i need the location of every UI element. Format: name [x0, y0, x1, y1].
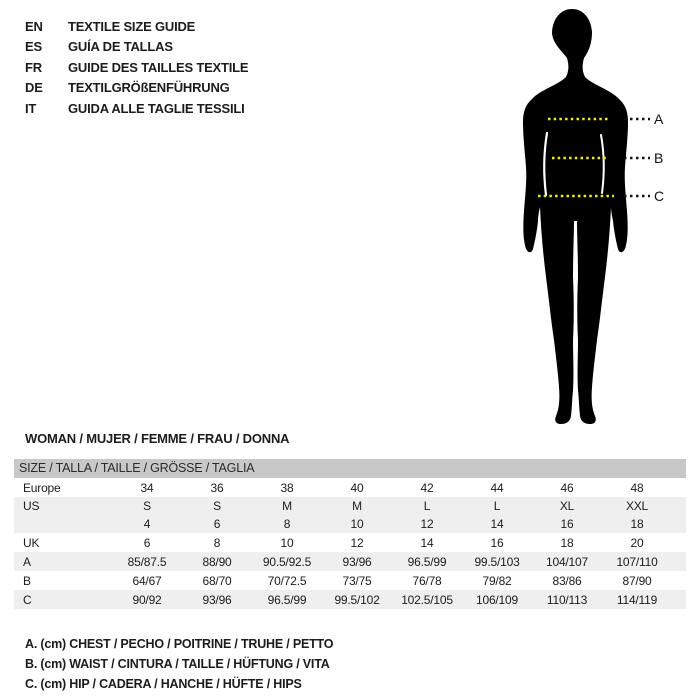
size-cell: 40	[350, 480, 364, 495]
size-cell: L	[493, 499, 501, 513]
size-cell: 12	[420, 517, 434, 531]
size-cell: 90/92	[132, 592, 162, 607]
row-label: A	[23, 554, 31, 569]
size-cell: XXL	[625, 499, 649, 513]
size-cell: 4	[143, 517, 151, 531]
language-row-de	[25, 78, 248, 99]
size-row-us-numbers	[14, 515, 686, 533]
size-cell: 93/96	[342, 554, 372, 569]
size-cell: 38	[280, 480, 294, 495]
row-label: Europe	[23, 480, 61, 495]
language-row-it	[25, 98, 248, 119]
size-row-us-letters	[14, 497, 686, 515]
measurement-figure	[500, 5, 670, 425]
language-code: FR	[25, 59, 42, 75]
size-cell: M	[352, 499, 362, 513]
size-cell: 99.5/102	[334, 592, 380, 607]
size-row-hip	[14, 590, 686, 609]
row-label: UK	[23, 535, 40, 550]
language-row-es	[25, 37, 248, 58]
row-label: US	[23, 499, 40, 513]
language-row-fr	[25, 57, 248, 78]
size-cell: 88/90	[202, 554, 232, 569]
size-cell: 42	[420, 480, 434, 495]
size-row-uk	[14, 533, 686, 552]
size-cell: XL	[559, 499, 575, 513]
row-label: B	[23, 573, 31, 588]
language-title: TEXTILGRÖßENFÜHRUNG	[68, 80, 230, 96]
waist-line-label: B	[654, 150, 664, 166]
section-title: WOMAN / MUJER / FEMME / FRAU / DONNA	[25, 431, 290, 446]
size-cell: 46	[560, 480, 574, 495]
language-code: DE	[25, 80, 43, 96]
size-cell: 104/107	[546, 554, 588, 569]
size-cell: 106/109	[476, 592, 518, 607]
language-row-en	[25, 16, 248, 37]
size-cell: 44	[490, 480, 504, 495]
size-cell: 48	[630, 480, 644, 495]
size-cell: 107/110	[616, 554, 658, 569]
language-code: IT	[25, 100, 37, 116]
language-title: TEXTILE SIZE GUIDE	[68, 18, 196, 34]
hip-line-label: C	[654, 188, 664, 204]
chest-line-label: A	[654, 111, 664, 127]
size-cell: 10	[280, 535, 294, 550]
size-cell: 102.5/105	[401, 592, 453, 607]
size-cell: 8	[213, 535, 221, 550]
size-cell: 110/113	[546, 592, 588, 607]
size-row-europe	[14, 478, 686, 497]
size-table-header: SIZE / TALLA / TAILLE / GRÖSSE / TAGLIA	[14, 459, 686, 478]
size-cell: 70/72.5	[267, 573, 307, 588]
size-cell: 8	[283, 517, 291, 531]
language-title: GUIDA ALLE TAGLIE TESSILI	[68, 100, 245, 116]
size-cell: 85/87.5	[127, 554, 167, 569]
size-cell: 79/82	[482, 573, 512, 588]
size-cell: 34	[140, 480, 154, 495]
language-list	[25, 16, 248, 119]
size-cell: 6	[213, 517, 221, 531]
size-cell: 96.5/99	[267, 592, 307, 607]
measurement-legend	[25, 634, 333, 694]
size-cell: 68/70	[202, 573, 232, 588]
size-cell: L	[423, 499, 431, 513]
legend-chest: A. (cm) CHEST / PECHO / POITRINE / TRUHE / PETTO	[25, 637, 334, 651]
size-cell: 99.5/103	[474, 554, 520, 569]
size-cell: 16	[560, 517, 574, 531]
size-cell: 76/78	[412, 573, 442, 588]
size-table	[14, 459, 686, 609]
size-cell: 18	[560, 535, 574, 550]
size-cell: S	[143, 499, 151, 513]
size-cell: 18	[630, 517, 644, 531]
row-label: C	[23, 592, 32, 607]
size-cell: 96.5/99	[407, 554, 447, 569]
size-cell: 36	[210, 480, 224, 495]
size-cell: 20	[630, 535, 644, 550]
size-cell: 10	[350, 517, 364, 531]
language-code: EN	[25, 18, 43, 34]
size-cell: 93/96	[202, 592, 232, 607]
size-cell: 64/67	[132, 573, 162, 588]
language-title: GUÍA DE TALLAS	[68, 39, 173, 55]
size-cell: 16	[490, 535, 504, 550]
woman-silhouette-icon	[500, 5, 670, 425]
size-cell: 12	[350, 535, 364, 550]
size-cell: 14	[420, 535, 434, 550]
size-cell: 114/119	[616, 592, 658, 607]
size-cell: 87/90	[622, 573, 652, 588]
size-cell: 90.5/92.5	[262, 554, 312, 569]
size-cell: 14	[490, 517, 504, 531]
size-row-waist	[14, 571, 686, 590]
size-cell: M	[282, 499, 292, 513]
size-cell: 73/75	[342, 573, 372, 588]
legend-waist: B. (cm) WAIST / CINTURA / TAILLE / HÜFTUNG / VITA	[25, 657, 330, 671]
size-cell: 6	[143, 535, 151, 550]
legend-hip: C. (cm) HIP / CADERA / HANCHE / HÜFTE / HIPS	[25, 677, 302, 691]
language-code: ES	[25, 39, 42, 55]
language-title: GUIDE DES TAILLES TEXTILE	[68, 59, 249, 75]
size-row-chest	[14, 552, 686, 571]
size-cell: S	[213, 499, 221, 513]
size-cell: 83/86	[552, 573, 582, 588]
